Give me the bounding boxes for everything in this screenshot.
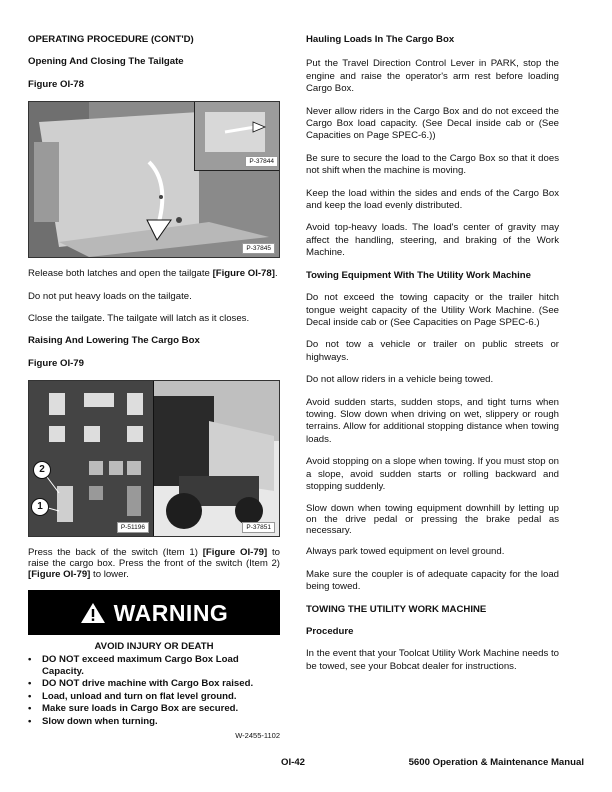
raise-heading: Raising And Lowering The Cargo Box bbox=[28, 335, 200, 347]
towing-paragraph: Do not tow a vehicle or trailer on public streets or highways. bbox=[306, 339, 559, 363]
figure-78-inset bbox=[194, 102, 280, 171]
figure-78-caption: Figure OI-78 bbox=[28, 78, 84, 90]
procedure-heading: Procedure bbox=[306, 626, 354, 637]
hauling-paragraph: Avoid top-heavy loads. The load's center of gravity may affect the handling, steering, and braking of the Work Machine. bbox=[306, 222, 559, 259]
towing-paragraph: Avoid sudden starts, sudden stops, and tight turns when towing. Slow down when driving on wet, slippery or rough terrains. Allow for additional stopping distance when towing loads. bbox=[306, 396, 559, 445]
warning-item: • Load, unload and turn on flat level ground. bbox=[28, 691, 280, 703]
towing-paragraph: Avoid stopping on a slope when towing. If you must stop on a slope, avoid sudden starts or rolling backward and stopping suddenly. bbox=[306, 456, 559, 492]
towing-paragraph: Slow down when towing equipment downhill by letting up on the drive pedal or pressing the brake pedal as necessary. bbox=[306, 503, 559, 537]
warning-item: • Slow down when turning. bbox=[28, 716, 280, 728]
callout-1: 1 bbox=[31, 498, 49, 516]
close-paragraph: Close the tailgate. The tailgate will latch as it closes. bbox=[28, 313, 250, 325]
warning-item: • Make sure loads in Cargo Box are secured. bbox=[28, 703, 280, 715]
warning-list bbox=[28, 654, 280, 728]
hauling-paragraph: Be sure to secure the load to the Cargo Box so that it does not shift when the machine is moving. bbox=[306, 152, 559, 177]
callout-2: 2 bbox=[33, 461, 51, 479]
warning-code: W-2455-1102 bbox=[235, 731, 280, 741]
warning-banner bbox=[28, 590, 280, 635]
warning-banner-text: WARNING bbox=[113, 599, 229, 626]
figure-79-photo bbox=[28, 380, 280, 537]
release-paragraph: Release both latches and open the tailgate [Figure OI-78]. bbox=[28, 268, 278, 280]
towing-machine-heading: TOWING THE UTILITY WORK MACHINE bbox=[306, 603, 487, 615]
towing-heading: Towing Equipment With The Utility Work Machine bbox=[306, 269, 532, 281]
figure-78-main-label: P-37845 bbox=[242, 243, 275, 254]
section-title: OPERATING PROCEDURE (CONT'D) bbox=[28, 34, 194, 45]
hauling-paragraph: Put the Travel Direction Control Lever in PARK, stop the engine and raise the operator's arm rest before loading Cargo Box. bbox=[306, 58, 559, 95]
tailgate-heading: Opening And Closing The Tailgate bbox=[28, 56, 184, 68]
figure-78-inset-label: P-37844 bbox=[245, 156, 278, 167]
towing-paragraph: Do not allow riders in a vehicle being towed. bbox=[306, 374, 494, 386]
figure-79-inset bbox=[29, 381, 154, 536]
right-column bbox=[306, 34, 559, 683]
figure-79-main-label: P-37851 bbox=[242, 522, 275, 533]
procedure-paragraph: In the event that your Toolcat Utility Work Machine needs to be towed, see your Bobcat dealer for instructions. bbox=[306, 648, 559, 672]
left-column bbox=[28, 34, 280, 743]
figure-79-caption: Figure OI-79 bbox=[28, 357, 84, 369]
warning-item: • DO NOT exceed maximum Cargo Box Load Capacity. bbox=[28, 654, 280, 679]
warning-triangle-icon bbox=[80, 602, 106, 624]
hauling-heading: Hauling Loads In The Cargo Box bbox=[306, 34, 455, 45]
towing-paragraph: Always park towed equipment on level ground. bbox=[306, 546, 505, 558]
figure-78-photo bbox=[28, 101, 280, 258]
warning-item: • DO NOT drive machine with Cargo Box raised. bbox=[28, 678, 280, 690]
towing-paragraph: Make sure the coupler is of adequate capacity for the load being towed. bbox=[306, 568, 559, 593]
page-number: OI-42 bbox=[281, 757, 305, 768]
no-heavy-paragraph: Do not put heavy loads on the tailgate. bbox=[28, 290, 192, 302]
press-paragraph: Press the back of the switch (Item 1) [Figure OI-79] to raise the cargo box. Press the front of the switch (Item 2) [Figure OI-79] to lower. bbox=[28, 547, 280, 581]
manual-title: 5600 Operation & Maintenance Manual bbox=[408, 757, 584, 768]
warning-title: AVOID INJURY OR DEATH bbox=[94, 641, 214, 653]
towing-paragraph: Do not exceed the towing capacity or the trailer hitch tongue weight capacity of the Utility Work Machine. (See Decal inside cab or (See Capacities on Page SPEC-6.) bbox=[306, 292, 559, 328]
figure-79-inset-label: P-51196 bbox=[117, 522, 149, 533]
hauling-paragraph: Keep the load within the sides and ends of the Cargo Box and keep the load evenly distributed. bbox=[306, 187, 559, 212]
hauling-paragraph: Never allow riders in the Cargo Box and do not exceed the Cargo Box load capacity. (See Decal inside cab or (See Capacities on Page SPEC-6.)) bbox=[306, 105, 559, 142]
